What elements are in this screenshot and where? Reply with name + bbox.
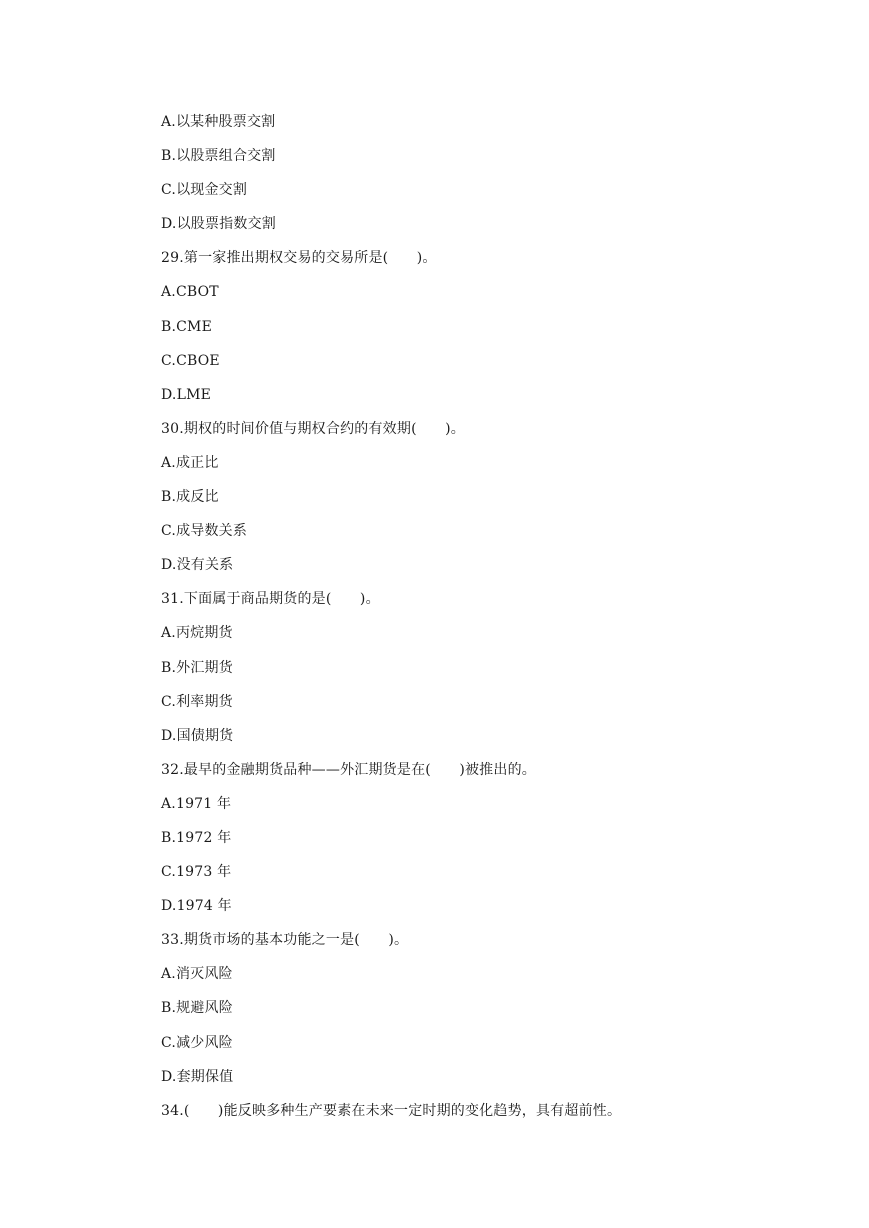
option-a: A.以某种股票交割 (161, 114, 276, 130)
option-d: D.国债期货 (161, 727, 234, 744)
question-33: 33.期货市场的基本功能之一是( )。 (161, 932, 409, 949)
option-c: C.减少风险 (161, 1034, 233, 1051)
option-b: B.CME (161, 318, 213, 335)
option-a: A.1971 年 (161, 795, 232, 812)
option-a: A.丙烷期货 (161, 625, 233, 642)
option-a: A.成正比 (161, 454, 219, 471)
option-c: C.1973 年 (161, 864, 232, 881)
option-d: D.以股票指数交割 (161, 216, 276, 233)
option-b: B.成反比 (161, 489, 219, 506)
option-b: B.规避风险 (161, 1000, 233, 1017)
option-c: C.以现金交割 (161, 182, 248, 199)
option-c: C.利率期货 (161, 693, 233, 710)
option-c: C.CBOE (161, 352, 220, 369)
question-list (161, 110, 821, 1133)
question-31: 31.下面属于商品期货的是( )。 (161, 591, 380, 608)
question-34: 34.( )能反映多种生产要素在未来一定时期的变化趋势，具有超前性。 (161, 1102, 622, 1119)
question-30: 30.期权的时间价值与期权合约的有效期( )。 (161, 420, 465, 437)
option-b: B.1972 年 (161, 829, 232, 846)
option-a: A.消灭风险 (161, 966, 233, 983)
option-b: B.外汇期货 (161, 659, 233, 676)
option-d: D.1974 年 (161, 898, 232, 915)
option-d: D.套期保值 (161, 1068, 234, 1085)
option-a: A.CBOT (161, 284, 219, 301)
option-d: D.没有关系 (161, 557, 234, 574)
option-b: B.以股票组合交割 (161, 148, 276, 165)
option-c: C.成导数关系 (161, 523, 248, 540)
question-29: 29.第一家推出期权交易的交易所是( )。 (161, 250, 437, 267)
question-32: 32.最早的金融期货品种——外汇期货是在( )被推出的。 (161, 761, 536, 778)
option-d: D.LME (161, 386, 212, 403)
